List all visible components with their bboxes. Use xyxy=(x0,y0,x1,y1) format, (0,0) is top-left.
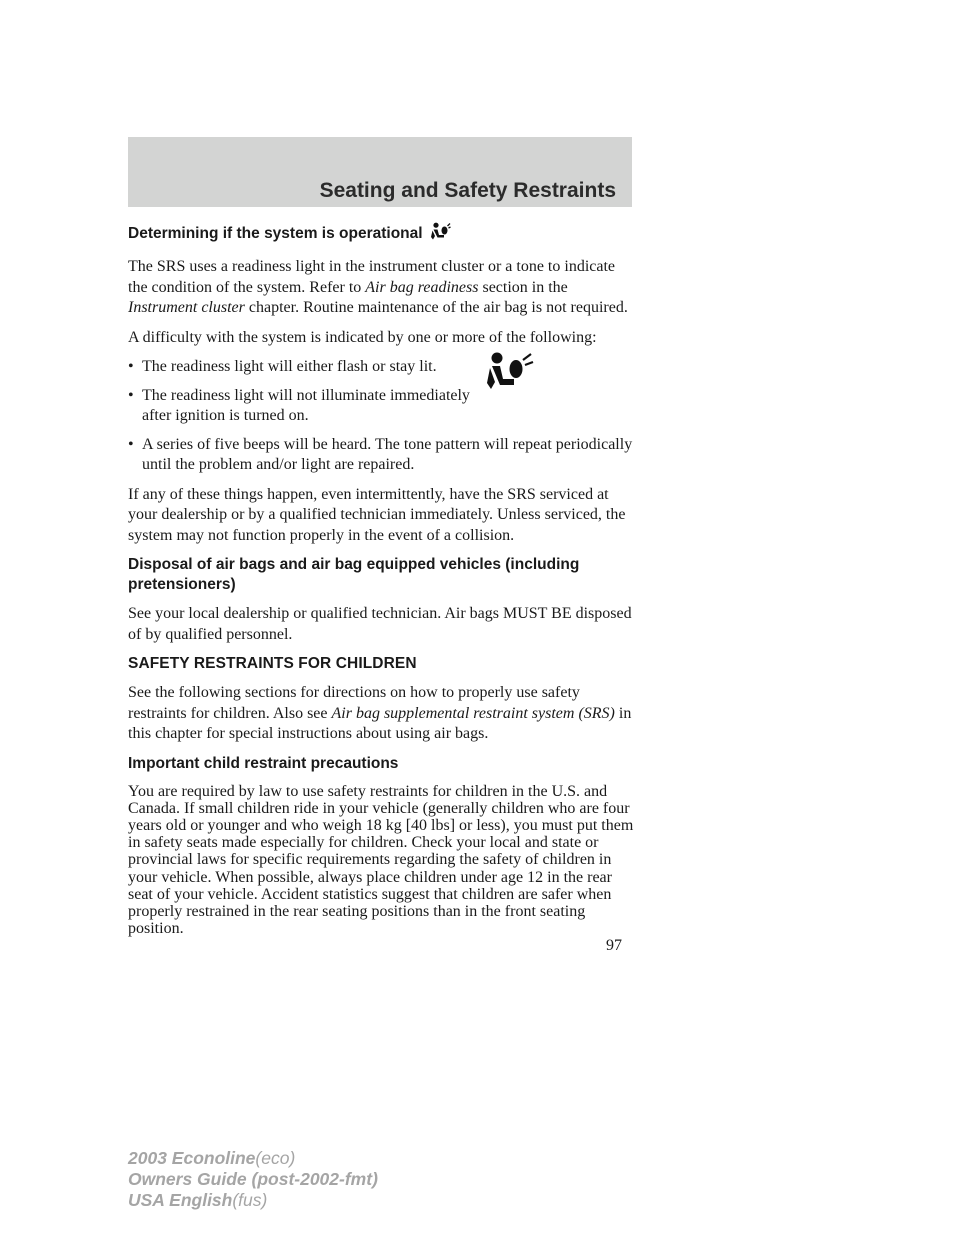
paragraph-srs-readiness xyxy=(128,257,638,319)
footer-line-2 xyxy=(128,1169,378,1190)
heading-disposal: Disposal of air bags and air bag equipped vehicles (including pretensioners) xyxy=(128,556,580,593)
reference-air-bag-readiness: Air bag readiness xyxy=(365,278,479,296)
section-title: Seating and Safety Restraints xyxy=(319,179,616,202)
page-number: 97 xyxy=(606,937,622,954)
paragraph-difficulty-intro: A difficulty with the system is indicated by one or more of the following: xyxy=(128,328,597,346)
footer-code: (fus) xyxy=(232,1190,268,1210)
list-item: • The readiness light will either flash or stay lit. xyxy=(128,357,442,378)
footer-language: USA English xyxy=(128,1190,233,1210)
footer-code: (eco) xyxy=(255,1148,296,1168)
heading-precautions: Important child restraint precautions xyxy=(128,754,399,772)
text-span: section in the xyxy=(478,278,568,296)
heading-system-operational xyxy=(128,222,638,248)
airbag-occupant-icon xyxy=(429,222,451,248)
reference-srs: Air bag supplemental restraint system (SRS) xyxy=(331,704,615,722)
page-content xyxy=(128,222,638,946)
text-span: chapter. Routine maintenance of the air bag is not required. xyxy=(244,299,628,316)
paragraph-precautions: You are required by law to use safety restraints for children in the U.S. and Canada. If small children ride in your vehicle (generally children who are four years old or younger and who weigh 18 kg [40 lbs] or less), you must put them in safety seats made especially for children. Check your local and state or provincial laws for specific requirements regarding the safety of children in your vehicle. When possible, always place children under age 12 in the rear seat of your vehicle. Accident statistics suggest that children are safer when properly restrained in the rear seating positions than in the front seating position. xyxy=(128,782,634,938)
heading-child-restraints: SAFETY RESTRAINTS FOR CHILDREN xyxy=(128,655,417,672)
header-band xyxy=(128,137,632,207)
list-item: • The readiness light will not illuminate immediately after ignition is turned on. xyxy=(128,386,482,427)
footer-line-3 xyxy=(128,1190,378,1211)
airbag-readiness-light-icon xyxy=(483,352,535,403)
paragraph-disposal: See your local dealership or qualified technician. Air bags MUST BE disposed of by qualified personnel. xyxy=(128,605,632,643)
footer-line-1 xyxy=(128,1148,378,1169)
paragraph-service-srs: If any of these things happen, even intermittently, have the SRS serviced at your dealership or by a qualified technician immediately. Unless serviced, the system may not function properly in the event of a collision. xyxy=(128,485,626,544)
footer-document-info xyxy=(128,1148,378,1211)
footer-guide: Owners Guide (post-2002-fmt) xyxy=(128,1169,378,1189)
footer-model: 2003 Econoline xyxy=(128,1148,256,1168)
text-span: in this chapter for special instructions about using air bags. xyxy=(128,704,632,742)
reference-instrument-cluster: Instrument cluster xyxy=(128,299,245,316)
difficulty-list xyxy=(128,357,638,476)
heading-text: Determining if the system is operational xyxy=(128,225,423,242)
text-span: The SRS uses a readiness light in the instrument cluster or a tone to indicate the condition of the system. Refer to xyxy=(128,258,616,296)
paragraph-child-restraints xyxy=(128,683,638,745)
text-span: See the following sections for directions on how to properly use safety restraints for children. Also see xyxy=(128,684,580,722)
list-item: • A series of five beeps will be heard. The tone pattern will repeat periodically until the problem and/or light are repaired. xyxy=(128,435,638,476)
